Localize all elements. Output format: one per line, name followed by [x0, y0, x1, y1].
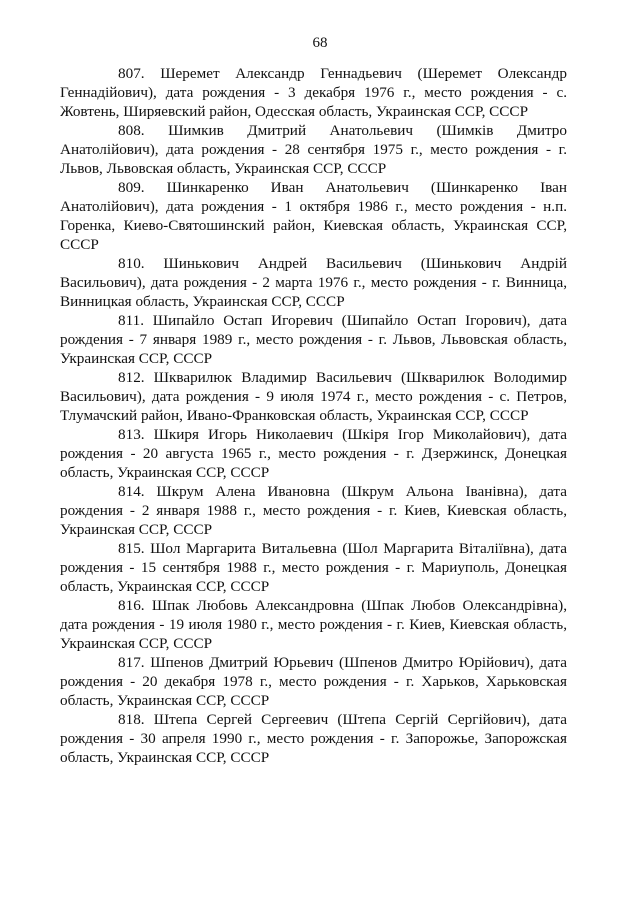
entry-818: 818. Штепа Сергей Сергеевич (Штепа Сергій Сергійович), дата рождения - 30 апреля 1990 г., место рождения - г. Запорожье, Запорожская область, Украинская ССР, СССР — [60, 711, 567, 766]
entry-list — [60, 64, 567, 767]
entry-814: 814. Шкрум Алена Ивановна (Шкрум Альона Іванівна), дата рождения - 2 января 1988 г., место рождения - г. Киев, Киевская область, Украинская ССР, СССР — [60, 483, 567, 538]
entry-815: 815. Шол Маргарита Витальевна (Шол Маргарита Віталіївна), дата рождения - 15 сентября 1988 г., место рождения - г. Мариуполь, Донецкая область, Украинская ССР, СССР — [60, 540, 567, 595]
entry-816: 816. Шпак Любовь Александровна (Шпак Любов Олександрівна), дата рождения - 19 июля 1980 г., место рождения - г. Киев, Киевская область, Украинская ССР, СССР — [60, 597, 567, 652]
entry-808: 808. Шимкив Дмитрий Анатольевич (Шимків Дмитро Анатолійович), дата рождения - 28 сентября 1975 г., место рождения - г. Львов, Львовская область, Украинская ССР, СССР — [60, 122, 567, 177]
entry-810: 810. Шинькович Андрей Васильевич (Шинькович Андрій Васильович), дата рождения - 2 марта 1976 г., место рождения - г. Винница, Винницкая область, Украинская ССР, СССР — [60, 255, 567, 310]
entry-809: 809. Шинкаренко Иван Анатольевич (Шинкаренко Іван Анатолійович), дата рождения - 1 октября 1986 г., место рождения - н.п. Горенка, Киево-Святошинский район, Киевская область, Украинская ССР, СССР — [60, 179, 567, 253]
entry-813: 813. Шкиря Игорь Николаевич (Шкіря Ігор Миколайович), дата рождения - 20 августа 1965 г., место рождения - г. Дзержинск, Донецкая область, Украинская ССР, СССР — [60, 426, 567, 481]
entry-811: 811. Шипайло Остап Игоревич (Шипайло Остап Ігорович), дата рождения - 7 января 1989 г., место рождения - г. Львов, Львовская область, Украинская ССР, СССР — [60, 312, 567, 367]
entry-812: 812. Шкварилюк Владимир Васильевич (Шкварилюк Володимир Васильович), дата рождения - 9 июля 1974 г., место рождения - с. Петров, Тлумачский район, Ивано-Франковская область, Украинская ССР, СССР — [60, 369, 567, 424]
page-number: 68 — [312, 35, 328, 51]
entry-807: 807. Шеремет Александр Геннадьевич (Шеремет Олександр Геннадійович), дата рождения - 3 декабря 1976 г., место рождения - с. Жовтень, Ширяевский район, Одесская область, Украинская ССР, СССР — [60, 65, 567, 120]
entry-817: 817. Шпенов Дмитрий Юрьевич (Шпенов Дмитро Юрійович), дата рождения - 20 декабря 1978 г., место рождения - г. Харьков, Харьковская область, Украинская ССР, СССР — [60, 654, 567, 709]
